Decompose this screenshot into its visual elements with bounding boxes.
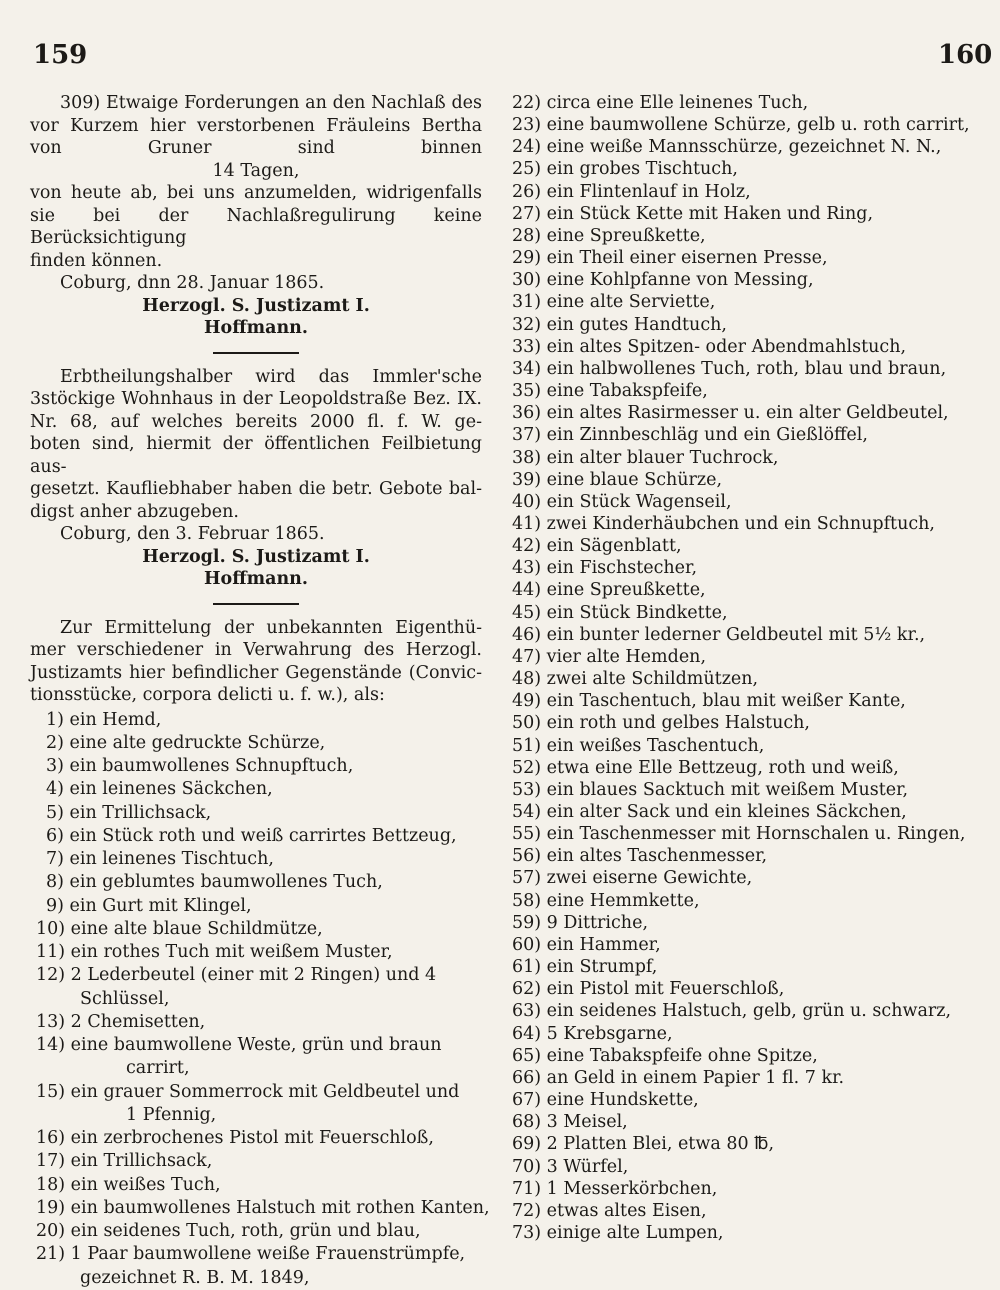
list-item: 28) eine Spreußkette,: [512, 225, 706, 246]
list-item: 5) ein Trillichsack,: [46, 802, 212, 823]
list-item: 56) ein altes Taschenmesser,: [512, 846, 768, 867]
list-item: 60) ein Hammer,: [512, 934, 661, 955]
list-item: 3) ein baumwollenes Schnupftuch,: [46, 756, 354, 776]
list-item: 37) ein Zinnbeschläg und ein Gießlöffel,: [512, 425, 868, 446]
list-item: 54) ein alter Sack und ein kleines Säckchen,: [512, 802, 907, 822]
list-item: 47) vier alte Hemden,: [512, 646, 707, 667]
list-item: 43) ein Fischstecher,: [512, 558, 698, 579]
list-item: 25) ein grobes Tischtuch,: [512, 159, 738, 180]
notice-line: sie bei der Nachlaßregulirung keine Berücksichtigung: [30, 205, 482, 248]
list-item: 57) zwei eiserne Gewichte,: [512, 868, 753, 889]
list-item: 13) 2 Chemisetten,: [36, 1011, 206, 1032]
list-item: 64) 5 Krebsgarne,: [512, 1023, 673, 1044]
list-item: 10) eine alte blaue Schildmütze,: [36, 918, 323, 939]
list-item: 20) ein seidenes Tuch, roth, grün und blau,: [36, 1221, 421, 1241]
notice-line: 3stöckige Wohnhaus in der Leopoldstraße Bez. IX.: [30, 389, 482, 409]
page-number-right: 160: [938, 40, 993, 70]
section-divider: [213, 603, 299, 605]
notice-estate-claims: [30, 92, 482, 340]
list-item: 73) einige alte Lumpen,: [512, 1222, 724, 1243]
list-item: 69) 2 Platten Blei, etwa 80 ℔,: [512, 1134, 775, 1155]
list-item: 55) ein Taschenmesser mit Hornschalen u. Ringen,: [512, 824, 966, 845]
notice-line: Erbtheilungshalber wird das Immler'sche: [60, 366, 482, 387]
item-list-right: [512, 92, 980, 1244]
list-item: 49) ein Taschentuch, blau mit weißer Kante,: [512, 691, 906, 712]
list-item: 18) ein weißes Tuch,: [36, 1174, 221, 1195]
notice-line: von Gruner sind binnen: [30, 138, 482, 158]
list-item: 24) eine weiße Mannsschürze, gezeichnet N. N.,: [512, 137, 942, 158]
list-item: 36) ein altes Rasirmesser u. ein alter Geldbeutel,: [512, 403, 949, 424]
notice-date: Coburg, dnn 28. Januar 1865.: [60, 273, 325, 293]
notice-line: tionsstücke, corpora delicti u. f. w.), als:: [30, 685, 385, 705]
notice-deadline: 14 Tagen,: [212, 160, 300, 181]
list-item: 35) eine Tabakspfeife,: [512, 381, 708, 402]
list-item: 19) ein baumwollenes Halstuch mit rothen Kanten,: [36, 1197, 490, 1218]
list-item: 71) 1 Messerkörbchen,: [512, 1178, 718, 1199]
list-item-continuation: gezeichnet R. B. M. 1849,: [80, 1267, 310, 1288]
list-item: 61) ein Strumpf,: [512, 957, 658, 978]
list-item: 15) ein grauer Sommerrock mit Geldbeutel und: [36, 1081, 460, 1102]
list-item: 45) ein Stück Bindkette,: [512, 602, 728, 623]
notice-line: Nr. 68, auf welches bereits 2000 fl. f. W. ge-: [30, 411, 482, 432]
list-item: 51) ein weißes Taschentuch,: [512, 735, 765, 756]
notice-line: Zur Ermittelung der unbekannten Eigenthü-: [60, 617, 482, 638]
list-item-continuation: carrirt,: [126, 1058, 190, 1079]
notice-line: finden können.: [30, 250, 163, 271]
list-item: 65) eine Tabakspfeife ohne Spitze,: [512, 1045, 818, 1066]
list-item: 12) 2 Lederbeutel (einer mit 2 Ringen) und 4: [36, 965, 437, 986]
list-item-continuation: 1 Pfennig,: [126, 1104, 217, 1125]
list-item: 48) zwei alte Schildmützen,: [512, 669, 759, 690]
list-item: 58) eine Hemmkette,: [512, 890, 700, 911]
notice-line: gesetzt. Kaufliebhaber haben die betr. Gebote bal-: [30, 479, 482, 499]
list-item: 62) ein Pistol mit Feuerschloß,: [512, 979, 785, 1000]
list-item: 53) ein blaues Sacktuch mit weißem Muster,: [512, 779, 909, 800]
list-item: 7) ein leinenes Tischtuch,: [46, 849, 274, 869]
notice-line: von heute ab, bei uns anzumelden, widrigenfalls: [30, 183, 482, 203]
list-item: 68) 3 Meisel,: [512, 1112, 628, 1133]
list-item: 30) eine Kohlpfanne von Messing,: [512, 270, 814, 291]
notice-signature: Hoffmann.: [204, 318, 308, 338]
notice-line: Justizamts hier befindlicher Gegenstände (Convic-: [30, 662, 482, 683]
list-item-continuation: Schlüssel,: [80, 988, 170, 1009]
notice-house-auction: [30, 366, 482, 591]
item-list-left: [30, 709, 490, 1290]
list-item: 70) 3 Würfel,: [512, 1156, 629, 1177]
notice-date: Coburg, den 3. Februar 1865.: [60, 524, 325, 544]
list-item: 67) eine Hundskette,: [512, 1090, 699, 1111]
list-item: 59) 9 Dittriche,: [512, 912, 649, 933]
list-item: 27) ein Stück Kette mit Haken und Ring,: [512, 203, 874, 224]
list-item: 63) ein seidenes Halstuch, gelb, grün u. schwarz,: [512, 1001, 952, 1022]
list-item: 32) ein gutes Handtuch,: [512, 314, 727, 335]
notice-line: mer verschiedener in Verwahrung des Herzogl.: [30, 640, 482, 660]
list-item: 38) ein alter blauer Tuchrock,: [512, 447, 779, 468]
list-item: 1) ein Hemd,: [46, 709, 162, 730]
notice-line: digst anher abzugeben.: [30, 501, 239, 522]
list-item: 14) eine baumwollene Weste, grün und braun: [36, 1035, 442, 1055]
page-number-left: 159: [33, 40, 88, 70]
list-item: 41) zwei Kinderhäubchen und ein Schnupftuch,: [512, 513, 935, 534]
list-item: 66) an Geld in einem Papier 1 fl. 7 kr.: [512, 1067, 845, 1088]
list-item: 39) eine blaue Schürze,: [512, 469, 723, 490]
list-item: 23) eine baumwollene Schürze, gelb u. roth carrirt,: [512, 115, 970, 136]
list-item: 31) eine alte Serviette,: [512, 292, 716, 313]
list-item: 42) ein Sägenblatt,: [512, 536, 682, 557]
list-item: 8) ein geblumtes baumwollenes Tuch,: [46, 872, 383, 893]
list-item: 40) ein Stück Wagenseil,: [512, 491, 732, 512]
list-item: 4) ein leinenes Säckchen,: [46, 779, 273, 800]
list-item: 22) circa eine Elle leinenes Tuch,: [512, 93, 809, 113]
notice-line: boten sind, hiermit der öffentlichen Feilbietung aus-: [30, 434, 482, 477]
list-item: 72) etwas altes Eisen,: [512, 1200, 707, 1221]
notice-office: Herzogl. S. Justizamt I.: [142, 295, 370, 316]
list-item: 16) ein zerbrochenes Pistol mit Feuerschloß,: [36, 1128, 434, 1148]
notice-line: 309) Etwaige Forderungen an den Nachlaß des: [60, 93, 482, 113]
notice-office: Herzogl. S. Justizamt I.: [142, 546, 370, 567]
list-item: 52) etwa eine Elle Bettzeug, roth und weiß,: [512, 757, 899, 778]
list-item: 46) ein bunter lederner Geldbeutel mit 5½ kr.,: [512, 624, 926, 645]
list-item: 21) 1 Paar baumwollene weiße Frauenstrümpfe,: [36, 1244, 466, 1265]
right-column: [512, 92, 980, 1244]
notice-unclaimed-items: [30, 617, 482, 707]
list-item: 44) eine Spreußkette,: [512, 580, 706, 601]
notice-line: vor Kurzem hier verstorbenen Fräuleins Bertha: [30, 115, 482, 136]
notice-signature: Hoffmann.: [204, 569, 308, 589]
list-item: 9) ein Gurt mit Klingel,: [46, 895, 252, 916]
list-item: 26) ein Flintenlauf in Holz,: [512, 181, 751, 202]
left-column: [30, 92, 490, 1290]
list-item: 17) ein Trillichsack,: [36, 1151, 213, 1172]
list-item: 50) ein roth und gelbes Halstuch,: [512, 713, 810, 734]
list-item: 2) eine alte gedruckte Schürze,: [46, 732, 326, 753]
list-item: 34) ein halbwollenes Tuch, roth, blau und braun,: [512, 358, 947, 379]
section-divider: [213, 352, 299, 354]
list-item: 11) ein rothes Tuch mit weißem Muster,: [36, 942, 393, 962]
list-item: 33) ein altes Spitzen- oder Abendmahlstuch,: [512, 336, 907, 357]
list-item: 29) ein Theil einer eisernen Presse,: [512, 248, 828, 269]
list-item: 6) ein Stück roth und weiß carrirtes Bettzeug,: [46, 825, 457, 846]
